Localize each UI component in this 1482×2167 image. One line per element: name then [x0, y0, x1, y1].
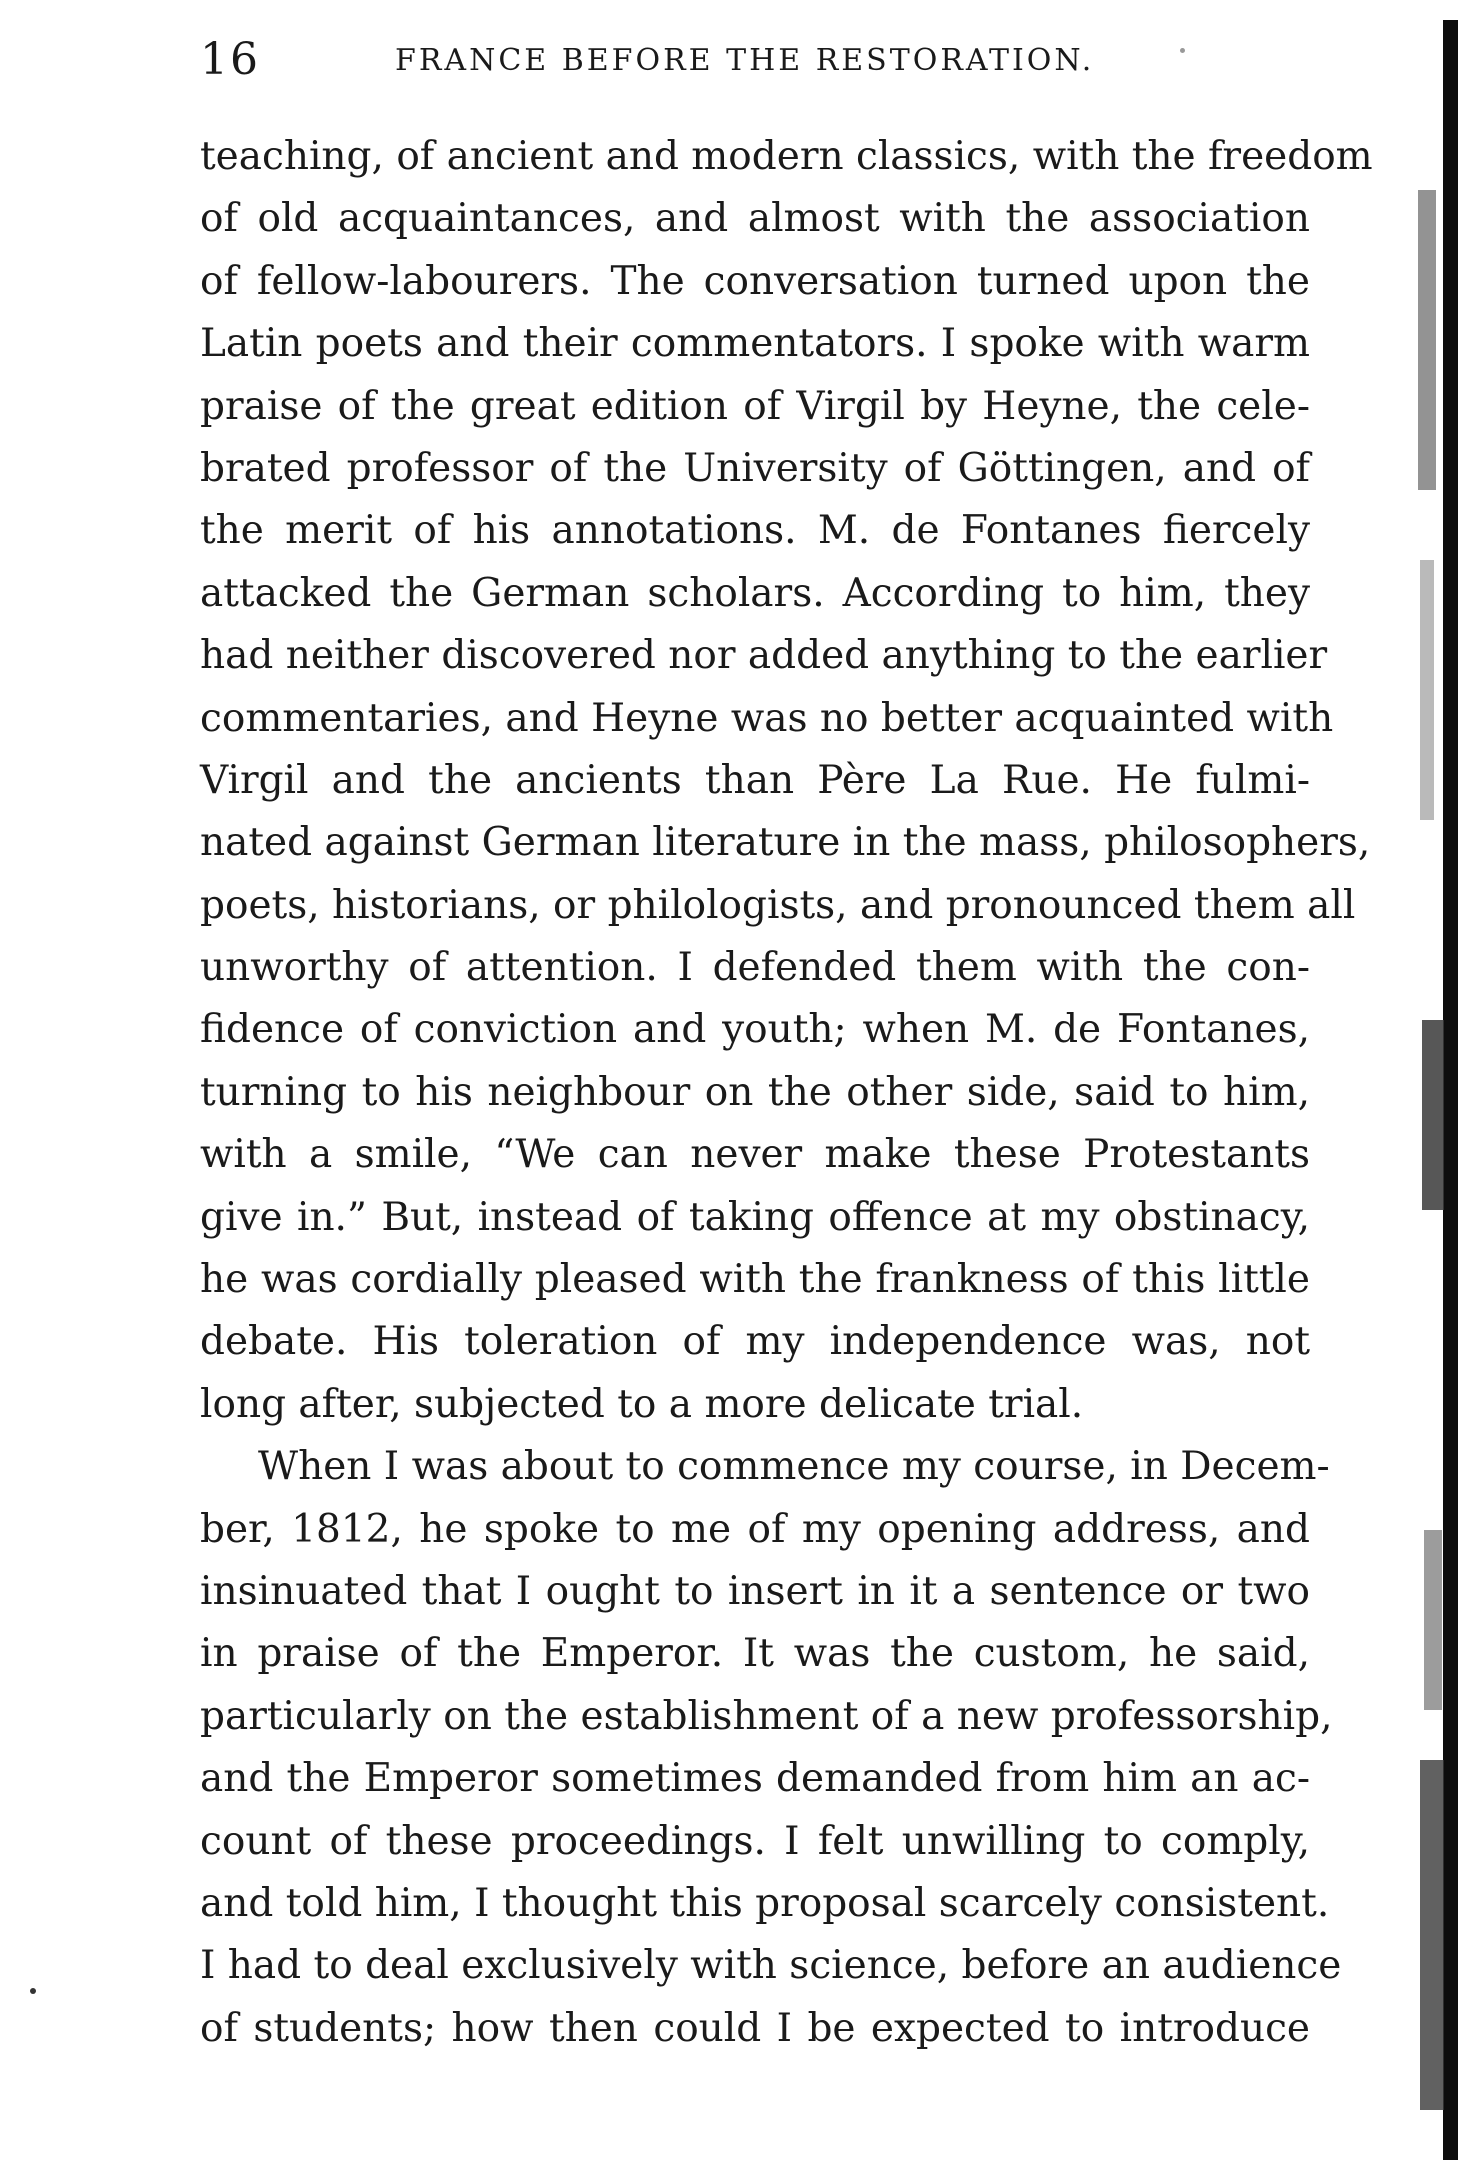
- text-line: Latin poets and their commentators. I spoke with warm: [200, 321, 1310, 367]
- page-header: [200, 30, 1310, 90]
- scan-binding-shadow: [1443, 20, 1458, 2160]
- text-line: attacked the German scholars. According to him, they: [200, 570, 1310, 616]
- text-line: nated against German literature in the mass, philosophers,: [200, 820, 1371, 866]
- body-text: [200, 126, 1373, 2060]
- text-line: of students; how then could I be expected to introduce: [200, 2005, 1310, 2051]
- scan-smudge: [1424, 1530, 1442, 1710]
- text-line: Virgil and the ancients than Père La Rue. He fulmi-: [200, 757, 1310, 803]
- paragraph: [200, 126, 1373, 1436]
- scan-speck: [1180, 48, 1185, 53]
- scan-smudge: [1420, 1760, 1444, 2110]
- scan-speck: [30, 1988, 36, 1994]
- text-line: insinuated that I ought to insert in it a sentence or two: [200, 1568, 1310, 1614]
- text-line: ber, 1812, he spoke to me of my opening address, and: [200, 1506, 1310, 1552]
- text-line: teaching, of ancient and modern classics, with the freedom: [200, 134, 1373, 179]
- text-line: turning to his neighbour on the other side, said to him,: [200, 1069, 1310, 1115]
- text-line: and told him, I thought this proposal scarcely consistent.: [200, 1880, 1330, 1926]
- text-line: long after, subjected to a more delicate trial.: [200, 1381, 1084, 1427]
- text-line: in praise of the Emperor. It was the custom, he said,: [200, 1631, 1310, 1677]
- text-line: praise of the great edition of Virgil by Heyne, the cele-: [200, 383, 1310, 429]
- text-line: had neither discovered nor added anything to the earlier: [200, 633, 1328, 679]
- text-line: of old acquaintances, and almost with the association: [200, 196, 1310, 242]
- text-line: fidence of conviction and youth; when M. de Fontanes,: [200, 1007, 1310, 1053]
- text-line: give in.” But, instead of taking offence at my obstinacy,: [200, 1194, 1310, 1240]
- text-line: he was cordially pleased with the frankness of this little: [200, 1257, 1310, 1303]
- running-title: FRANCE BEFORE THE RESTORATION.: [395, 43, 1095, 78]
- scan-smudge: [1418, 190, 1436, 490]
- text-line: unworthy of attention. I defended them with the con-: [200, 945, 1310, 991]
- text-line: brated professor of the University of Göttingen, and of: [200, 445, 1310, 491]
- text-line: poets, historians, or philologists, and pronounced them all: [200, 882, 1356, 928]
- paragraph: [200, 1436, 1342, 2060]
- scan-smudge: [1422, 1020, 1444, 1210]
- scan-smudge: [1420, 560, 1434, 820]
- text-line: and the Emperor sometimes demanded from him an ac-: [200, 1756, 1310, 1802]
- text-line: count of these proceedings. I felt unwilling to comply,: [200, 1818, 1310, 1864]
- text-line: with a smile, “We can never make these Protestants: [200, 1132, 1310, 1178]
- text-line: When I was about to commence my course, in Decem-: [258, 1444, 1330, 1490]
- text-line: the merit of his annotations. M. de Fontanes fiercely: [200, 508, 1310, 554]
- text-line: particularly on the establishment of a new professorship,: [200, 1693, 1333, 1739]
- text-line: I had to deal exclusively with science, before an audience: [200, 1943, 1342, 1989]
- text-line: of fellow-labourers. The conversation turned upon the: [200, 258, 1310, 304]
- page-number: 16: [200, 34, 260, 85]
- text-line: debate. His toleration of my independence was, not: [200, 1319, 1310, 1365]
- text-line: commentaries, and Heyne was no better acquainted with: [200, 695, 1334, 741]
